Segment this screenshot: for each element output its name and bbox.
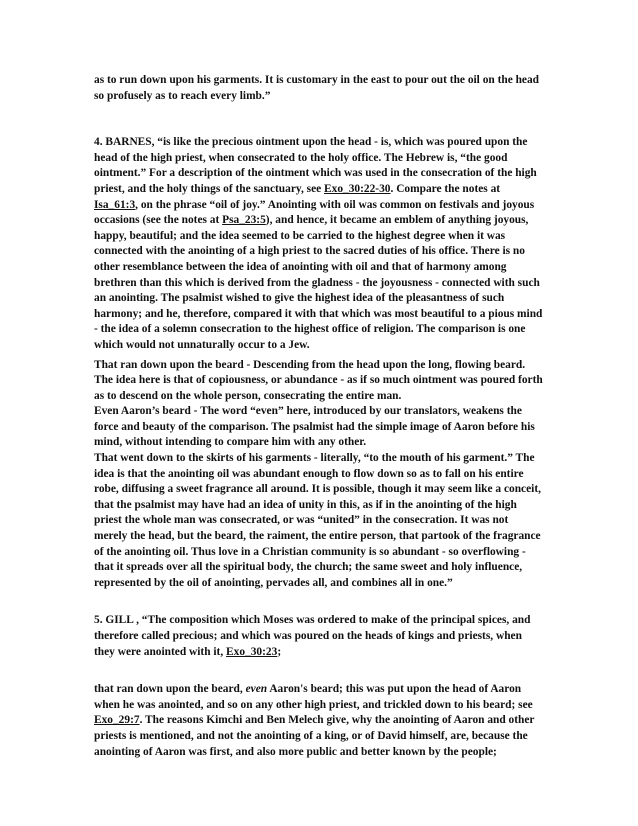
- gill-text-2: ;: [277, 645, 282, 658]
- gill-beard-text-2: Aaron's beard; this was put upon the head of Aaron when he was anointed, and so on any other high priest, and trickled down to his beard; see: [94, 683, 533, 711]
- gill-beard-text-1: that ran down upon the beard,: [94, 683, 246, 696]
- barnes-text-3: , on the phrase “oil of joy.” Anointing with oil was common on festivals and joyous occasions (see the notes at: [94, 198, 535, 227]
- barnes-text-2: . Compare the notes at: [390, 182, 501, 195]
- paragraph-continuation: as to run down upon his garments. It is customary in the east to pour out the oil on the head so profusely as to reach every limb.”: [94, 74, 540, 102]
- reference-link-psa-23-5[interactable]: Psa_23:5: [222, 214, 266, 227]
- paragraph-gap: [94, 660, 544, 682]
- paragraph-gill-beard: [94, 682, 544, 760]
- reference-link-isa-61-3[interactable]: Isa_61:3: [94, 198, 136, 211]
- paragraph-gill: [94, 613, 544, 660]
- paragraph-skirts: That went down to the skirts of his garments - literally, “to the mouth of his garment.” The idea is that the anointing oil was abundant enough to flow down so as to fall on his entire robe, diffusing a sweet fragrance all around. It is possible, though it may seem like a conceit, that the psalmist may have had an idea of unity in this, as if in the anointing of the high priest the whole man was consecrated, or was “united” in the consecration. It was not merely the head, but the beard, the raiment, the entire person, that partook of the fragrance of the anointing oil. Thus love in a Christian community is so abundant - so overflowing - that it spreads over all the spiritual body, the church; the same sweet and holy influence, represented by the oil of anointing, pervades all, and combines all in one.”: [94, 452, 541, 589]
- reference-link-exo-30-23[interactable]: Exo_30:23: [226, 645, 278, 658]
- italic-even: even: [245, 683, 268, 696]
- gill-text-1: 5. GILL , “The composition which Moses was ordered to make of the principal spices, and therefore called precious; and which was poured on the heads of kings and priests, when they were anointed with it,: [94, 614, 531, 658]
- paragraph-gap: [94, 591, 544, 613]
- paragraph-barnes: [94, 135, 544, 353]
- reference-link-exo-29-7[interactable]: Exo_29:7: [94, 714, 140, 727]
- paragraph-gap: [94, 104, 544, 135]
- barnes-text-4: ), and hence, it became an emblem of anything joyous, happy, beautiful; and the idea seemed to be carried to the highest degree when it was connected with the anointing of a high priest to the sacred duties of his office. There is no other resemblance between the idea of anointing with oil and that of harmony among brethren than this which is derived from the gladness - the joyousness - connected with such an anointing. The psalmist wished to give the highest idea of the pleasantness of such harmony; and he, therefore, compared it with that which was most beautiful to a pious mind - the idea of a solemn consecration to the highest office of religion. The comparison is one which would not unnaturally occur to a Jew.: [94, 214, 543, 351]
- document-page: [94, 73, 544, 760]
- barnes-text-1: 4. BARNES, “is like the precious ointment upon the head - is, which was poured upon the head of the high priest, when consecrated to the holy office. The Hebrew is, “the good ointment.” For a description of the ointment which was used in the consecration of the high priest, and the holy things of the sanctuary, see: [94, 136, 537, 195]
- gill-beard-text-3: . The reasons Kimchi and Ben Melech give, why the anointing of Aaron and other priests is mentioned, and not the anointing of a king, or of David himself, are, because the anointing of Aaron was first, and also more public and better known by the people;: [94, 714, 535, 758]
- paragraph-beard: That ran down upon the beard - Descending from the head upon the long, flowing beard. The idea here is that of copiousness, or abundance - as if so much ointment was poured forth as to descend on the whole person, consecrating the entire man.: [94, 358, 543, 402]
- reference-link-exo-30-22-30[interactable]: Exo_30:22-30: [324, 182, 391, 195]
- paragraph-aarons-beard: Even Aaron’s beard - The word “even” here, introduced by our translators, weakens the force and beauty of the comparison. The psalmist had the simple image of Aaron before his mind, without intending to compare him with any other.: [94, 405, 535, 449]
